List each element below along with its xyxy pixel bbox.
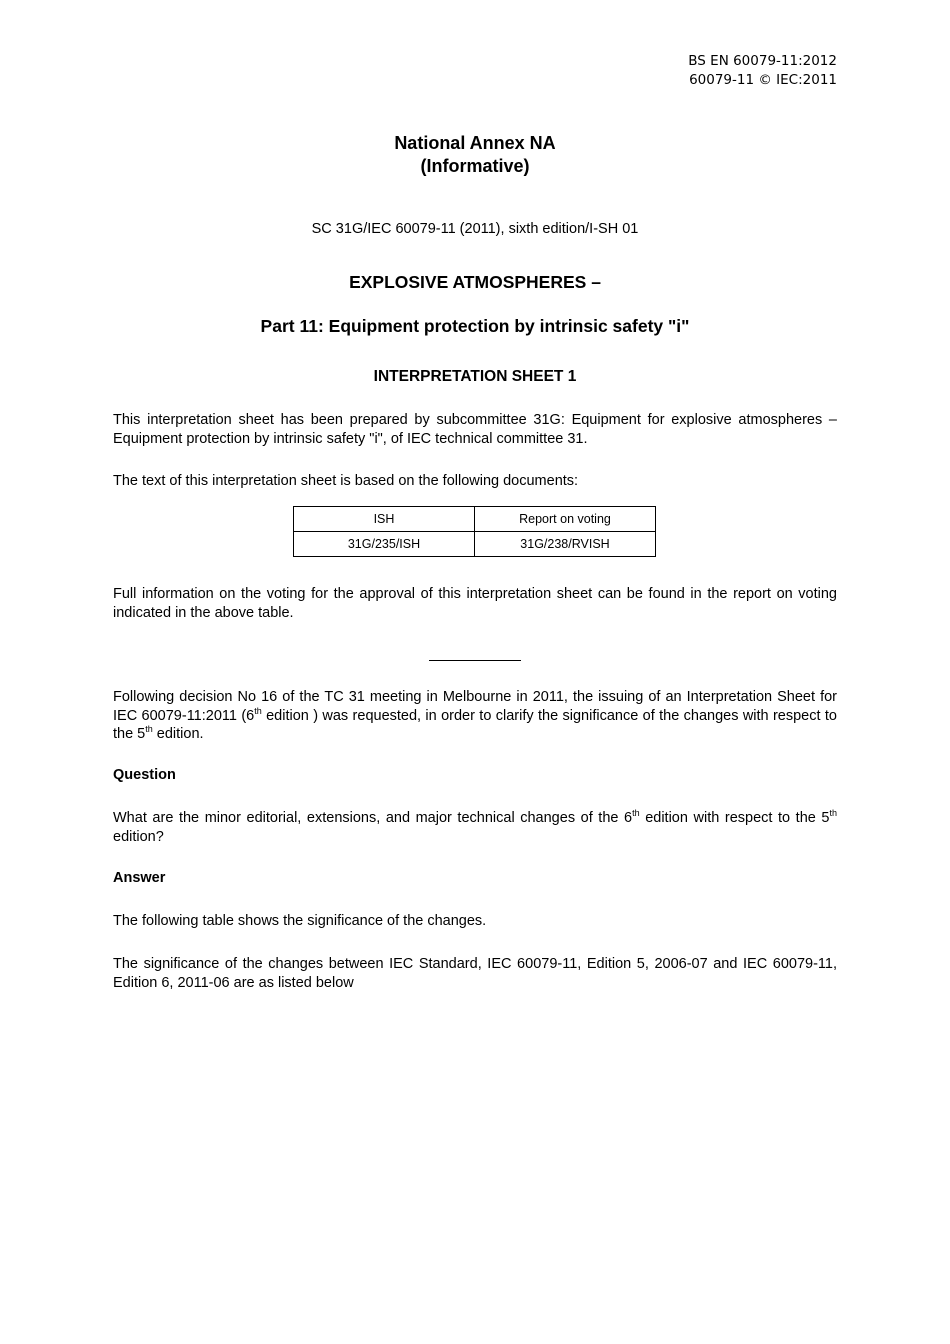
answer-heading: Answer: [113, 870, 166, 886]
question-heading: Question: [113, 767, 176, 783]
superscript-th: th: [145, 724, 153, 734]
iec-reference: 60079-11 © IEC:2011: [689, 72, 837, 88]
superscript-th: th: [254, 705, 262, 716]
superscript-th: th: [829, 808, 837, 818]
standard-reference: BS EN 60079-11:2012: [688, 53, 837, 69]
question-text-2: edition with respect to the 5: [639, 810, 830, 826]
background-text-3: edition.: [152, 726, 204, 742]
answer-paragraph-2: The significance of the changes between IEC Standard, IEC 60079-11, Edition 5, 2006-07 and IEC 60079-11, Edition 6, 2011-06 are as listed below: [113, 956, 837, 991]
table-row: [294, 532, 656, 557]
table-cell-report: 31G/238/RVISH: [475, 532, 656, 557]
answer-paragraph-1: The following table shows the significance of the changes.: [113, 913, 487, 929]
interpretation-sheet-title: INTERPRETATION SHEET 1: [373, 368, 577, 385]
table-header-row: [294, 507, 656, 532]
question-text-3: edition?: [113, 828, 164, 845]
question-text-1: What are the minor editorial, extensions, and major technical changes of the 6: [113, 810, 633, 826]
document-title: EXPLOSIVE ATMOSPHERES –: [349, 272, 601, 292]
background-paragraph: [113, 688, 837, 744]
document-subtitle: Part 11: Equipment protection by intrinsic safety "i": [260, 316, 690, 336]
page-header: [688, 52, 837, 90]
voting-info-paragraph: Full information on the voting for the approval of this interpretation sheet can be found in the report on voting indicated in the above table.: [113, 586, 837, 621]
table-cell-ish: 31G/235/ISH: [294, 532, 475, 557]
background-text-2: edition ) was requested, in order to clarify the significance of the changes with respect to the 5: [113, 707, 837, 742]
separator-line: [429, 660, 521, 661]
question-paragraph: [113, 809, 837, 846]
superscript-th: th: [632, 808, 640, 818]
committee-reference: SC 31G/IEC 60079-11 (2011), sixth edition/I-SH 01: [311, 221, 639, 237]
background-text-1: Following decision No 16 of the TC 31 meeting in Melbourne in 2011, the issuing of an Interpretation Sheet for IEC 60079-11:2011 (6: [113, 689, 837, 724]
annex-heading: [0, 132, 950, 178]
intro-paragraph: This interpretation sheet has been prepared by subcommittee 31G: Equipment for explosive atmospheres – Equipment protection by intrinsic safety "i", of IEC technical committee 31.: [113, 412, 837, 447]
annex-subtitle: (Informative): [420, 156, 530, 176]
documents-table: [293, 506, 656, 557]
annex-title: National Annex NA: [394, 133, 556, 153]
table-header-report: Report on voting: [475, 507, 656, 532]
documents-intro-paragraph: The text of this interpretation sheet is based on the following documents:: [113, 473, 579, 489]
table-header-ish: ISH: [294, 507, 475, 532]
